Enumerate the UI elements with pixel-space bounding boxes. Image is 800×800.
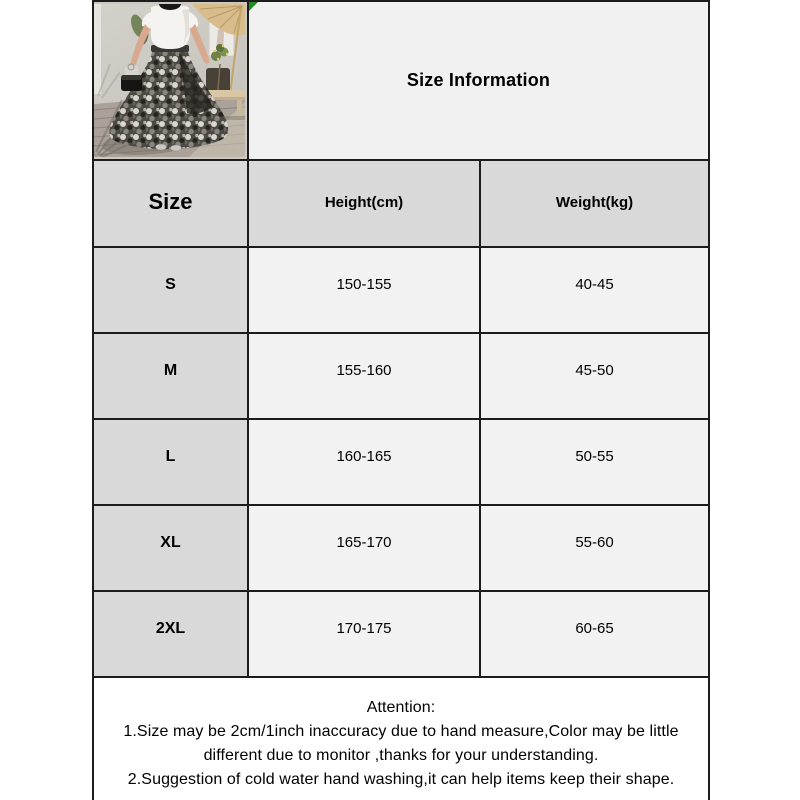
height-cell: 150-155 <box>248 247 480 333</box>
table-header-row <box>93 160 709 247</box>
table-row-l <box>93 419 709 505</box>
size-cell: 2XL <box>93 591 248 677</box>
size-cell: XL <box>93 505 248 591</box>
weight-cell: 45-50 <box>480 333 709 419</box>
attention-row <box>93 677 709 800</box>
table-row-s <box>93 247 709 333</box>
weight-cell: 60-65 <box>480 591 709 677</box>
table-row-2xl <box>93 591 709 677</box>
column-header-height: Height(cm) <box>248 160 480 247</box>
product-photo <box>93 1 248 160</box>
table-row-m <box>93 333 709 419</box>
size-chart <box>92 0 708 800</box>
height-cell: 165-170 <box>248 505 480 591</box>
attention-label: Attention: <box>366 699 436 716</box>
height-cell: 160-165 <box>248 419 480 505</box>
size-cell: L <box>93 419 248 505</box>
size-information-panel <box>248 1 709 160</box>
top-row <box>93 1 709 160</box>
table-row-xl <box>93 505 709 591</box>
size-chart-table <box>92 0 710 800</box>
attention-note-1: 1.Size may be 2cm/1inch inaccuracy due to hand measure,Color may be little different due to monitor ,thanks for your understanding. <box>123 723 679 764</box>
corner-marker-icon <box>249 2 258 11</box>
height-cell: 170-175 <box>248 591 480 677</box>
weight-cell: 50-55 <box>480 419 709 505</box>
column-header-size: Size <box>93 160 248 247</box>
column-header-weight: Weight(kg) <box>480 160 709 247</box>
size-cell: S <box>93 247 248 333</box>
height-cell: 155-160 <box>248 333 480 419</box>
page-title: Size Information <box>406 70 551 90</box>
weight-cell: 55-60 <box>480 505 709 591</box>
weight-cell: 40-45 <box>480 247 709 333</box>
attention-box <box>93 677 709 800</box>
size-cell: M <box>93 333 248 419</box>
product-photo-illustration <box>94 4 245 157</box>
attention-note-2: 2.Suggestion of cold water hand washing,it can help items keep their shape. <box>127 771 675 788</box>
